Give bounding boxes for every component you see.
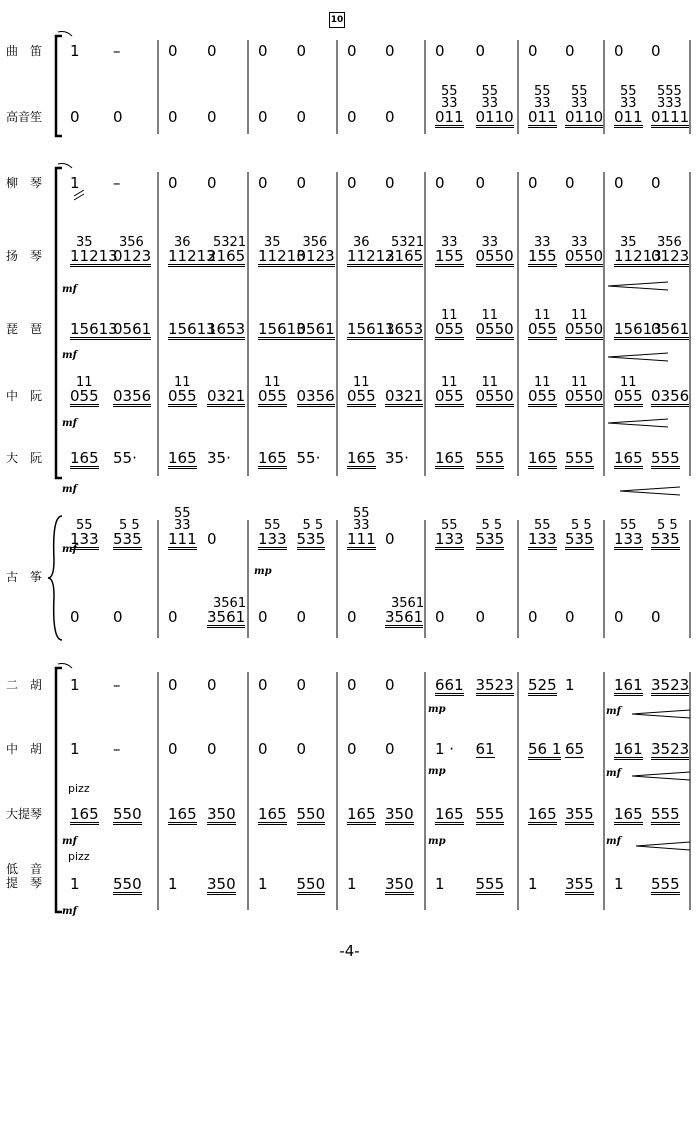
crescendo-hairpin [608,282,668,290]
note-erhu-11: 1 [565,676,575,694]
note-qudi-6: 0 [347,42,357,60]
note-guzheng_bottom-5: 0 [296,608,307,626]
note-liuqin-12: 0 [614,174,624,192]
note-guzheng_top-11: 535 [565,530,594,548]
note-guzheng_top-2: 111 [168,530,197,548]
note-zhongruan-1: 0356 [113,387,152,405]
note-zhonghu-7: 0 [385,740,395,758]
note-gaoyinsheng-2: 0 [168,108,178,126]
note-zhongruan-6: 055 [347,387,376,405]
note-guzheng_top-8: 133 [435,530,464,548]
note-yangqin-10: 155 [528,247,557,265]
note-zhonghu-6: 0 [347,740,357,758]
chord-yangqin_upper-1: 356 [119,235,144,250]
dynamic-diyintiqin: mf [62,906,77,917]
chord-guzheng_bottom_upper-7: 3561 [391,596,425,611]
chord-guzheng_top_upper-4: 55 [264,518,281,533]
note-diyintiqin-1: 550 [113,875,142,893]
instrument-label-yangqin: 扬 琴 [6,249,43,263]
note-datiqin-4: 165 [258,805,287,823]
note-datiqin-0: 165 [70,805,99,823]
note-daruan-5: 55· [296,449,321,467]
note-pipa-9: 0550 [475,320,514,338]
chord-guzheng_top_upper-6: 55 33 [353,506,370,533]
note-gaoyinsheng-12: 011 [614,108,643,126]
chord-yangqin_upper-6: 36 [353,235,370,250]
note-erhu-8: 661 [435,676,464,694]
dynamic-daruan: mf [62,484,77,495]
chord-pipa_upper-2: 11 [534,308,551,323]
note-liuqin-4: 0 [258,174,268,192]
note-zhongruan-9: 0550 [475,387,514,405]
note-guzheng_bottom-10: 0 [528,608,538,626]
dynamic-erhu-2: mf [606,706,621,717]
chord-gaoyinsheng_upper-3: 55 33 [571,84,588,111]
chord-yangqin_upper-5: 356 [302,235,328,250]
note-yangqin-5: 0123 [296,247,335,265]
instrument-label-liuqin: 柳 琴 [6,176,43,190]
note-gaoyinsheng-6: 0 [347,108,357,126]
note-guzheng_bottom-11: 0 [565,608,575,626]
note-zhongruan-11: 0550 [565,387,604,405]
note-datiqin-5: 550 [296,805,326,823]
note-guzheng_bottom-12: 0 [614,608,624,626]
note-qudi-8: 0 [435,42,445,60]
note-zhonghu-4: 0 [258,740,268,758]
note-diyintiqin-3: 350 [207,875,236,893]
note-daruan-0: 165 [70,449,99,467]
note-diyintiqin-13: 555 [651,875,680,893]
note-pipa-11: 0550 [565,320,604,338]
note-datiqin-7: 350 [385,805,414,823]
chord-guzheng_top_upper-5: 5 5 [302,518,324,533]
chord-gaoyinsheng_upper-2: 55 33 [534,84,551,111]
note-datiqin-3: 350 [207,805,236,823]
crescendo-hairpin [636,842,690,850]
dynamic-zhongruan: mf [62,418,77,429]
pizz-diyintiqin: pizz [68,850,90,863]
note-gaoyinsheng-7: 0 [385,108,395,126]
chord-zhongruan_upper-7: 11 [571,375,588,390]
note-daruan-1: 55· [113,449,137,467]
chord-zhongruan_upper-5: 11 [481,375,499,390]
note-diyintiqin-10: 1 [528,875,538,893]
note-daruan-13: 555 [651,449,680,467]
note-datiqin-1: 550 [113,805,142,823]
note-erhu-7: 0 [385,676,395,694]
note-gaoyinsheng-4: 0 [258,108,268,126]
note-liuqin-5: 0 [296,174,307,192]
note-daruan-7: 35· [385,449,409,467]
note-pipa-7: 1653 [385,320,424,338]
chord-zhongruan_upper-6: 11 [534,375,551,390]
note-zhongruan-3: 0321 [207,387,246,405]
dynamic-zhonghu-2: mf [606,768,621,779]
note-erhu-0: 1 [70,676,80,694]
note-zhonghu-1: – [113,740,121,758]
note-gaoyinsheng-1: 0 [113,108,123,126]
note-erhu-13: 3523 [651,676,690,694]
note-daruan-3: 35· [207,449,231,467]
note-liuqin-6: 0 [347,174,357,192]
note-yangqin-7: 2165 [385,247,424,265]
note-liuqin-7: 0 [385,174,395,192]
note-guzheng_top-10: 133 [528,530,557,548]
note-yangqin-1: 0123 [113,247,152,265]
chord-yangqin_upper-2: 36 [174,235,191,250]
instrument-label-erhu: 二 胡 [6,678,43,692]
note-pipa-13: 0561 [651,320,690,338]
note-zhongruan-10: 055 [528,387,557,405]
note-guzheng_bottom-6: 0 [347,608,357,626]
dynamic-guzheng-2: mp [254,566,272,577]
note-gaoyinsheng-10: 011 [528,108,557,126]
note-guzheng_top-9: 535 [475,530,505,548]
note-datiqin-6: 165 [347,805,376,823]
instrument-label-pipa: 琵 琶 [6,322,43,336]
chord-zhongruan_upper-2: 11 [264,375,281,390]
note-liuqin-1: – [113,174,121,192]
note-pipa-8: 055 [435,320,464,338]
dynamic-pipa: mf [62,350,77,361]
note-guzheng_bottom-1: 0 [113,608,123,626]
chord-pipa_upper-1: 11 [481,308,499,323]
note-guzheng_top-0: 133 [70,530,99,548]
note-yangqin-11: 0550 [565,247,604,265]
note-daruan-6: 165 [347,449,376,467]
note-gaoyinsheng-3: 0 [207,108,217,126]
note-zhonghu-9: 61 [475,740,495,758]
note-yangqin-12: 11213 [614,247,662,265]
instrument-label-diyintiqin: 低 音 提 琴 [6,862,43,890]
chord-gaoyinsheng_upper-0: 55 33 [441,84,458,111]
note-yangqin-0: 11213 [70,247,118,265]
note-liuqin-10: 0 [528,174,538,192]
note-datiqin-11: 355 [565,805,594,823]
dynamic-datiqin: mf [62,836,77,847]
note-qudi-0: 1 [70,42,80,60]
note-erhu-4: 0 [258,676,268,694]
note-guzheng_bottom-13: 0 [651,608,661,626]
note-guzheng_bottom-8: 0 [435,608,445,626]
note-liuqin-0: 1 [70,174,80,192]
note-qudi-5: 0 [296,42,307,60]
note-qudi-10: 0 [528,42,538,60]
note-diyintiqin-11: 355 [565,875,594,893]
note-qudi-11: 0 [565,42,575,60]
instrument-label-gaoyinsheng: 高音笙 [6,110,43,124]
page-number: -4- [339,942,360,960]
instrument-label-zhongruan: 中 阮 [6,389,43,403]
chord-yangqin_upper-11: 33 [571,235,588,250]
note-diyintiqin-7: 350 [385,875,414,893]
note-pipa-2: 15613 [168,320,216,338]
instrument-label-daruan: 大 阮 [6,451,43,465]
chord-yangqin_upper-12: 35 [620,235,637,250]
instrument-label-datiqin: 大提琴 [6,807,43,821]
note-datiqin-13: 555 [651,805,680,823]
note-daruan-2: 165 [168,449,197,467]
note-guzheng_top-13: 535 [651,530,680,548]
dynamic-guzheng: mf [62,544,77,555]
note-datiqin-2: 165 [168,805,197,823]
note-zhongruan-13: 0356 [651,387,690,405]
instrument-label-zhonghu: 中 胡 [6,742,43,756]
note-gaoyinsheng-8: 011 [435,108,464,126]
note-yangqin-4: 11213 [258,247,306,265]
chord-yangqin_upper-7: 5321 [391,235,425,250]
note-pipa-10: 055 [528,320,557,338]
note-yangqin-3: 2165 [207,247,246,265]
note-qudi-9: 0 [475,42,486,60]
note-guzheng_bottom-0: 0 [70,608,80,626]
chord-guzheng_top_upper-9: 5 5 [481,518,503,533]
note-erhu-10: 525 [528,676,557,694]
note-pipa-4: 15613 [258,320,306,338]
note-qudi-2: 0 [168,42,178,60]
group-bracket-strings [56,668,62,912]
note-qudi-13: 0 [651,42,661,60]
note-liuqin-13: 0 [651,174,661,192]
note-gaoyinsheng-11: 0110 [565,108,604,126]
note-guzheng_top-1: 535 [113,530,142,548]
note-qudi-3: 0 [207,42,217,60]
note-diyintiqin-5: 550 [296,875,326,893]
chord-guzheng_top_upper-13: 5 5 [657,518,678,533]
note-liuqin-2: 0 [168,174,178,192]
chord-gaoyinsheng_upper-5: 555 333 [657,84,682,111]
note-daruan-8: 165 [435,449,464,467]
note-daruan-11: 555 [565,449,594,467]
chord-yangqin_upper-13: 356 [657,235,682,250]
note-zhonghu-13: 3523 [651,740,690,758]
note-guzheng_bottom-9: 0 [475,608,486,626]
note-erhu-5: 0 [296,676,307,694]
note-daruan-12: 165 [614,449,643,467]
dynamic-yangqin: mf [62,284,77,295]
note-liuqin-8: 0 [435,174,445,192]
note-datiqin-10: 165 [528,805,557,823]
group-bracket-plucked [56,168,62,478]
note-yangqin-6: 11213 [347,247,395,265]
dynamic-datiqin-3: mf [606,836,621,847]
crescendo-hairpin [632,710,690,718]
note-pipa-3: 1653 [207,320,246,338]
dynamic-erhu: mp [428,704,446,715]
note-daruan-9: 555 [475,449,505,467]
note-zhonghu-11: 65 [565,740,585,758]
chord-guzheng_bottom_upper-3: 3561 [213,596,247,611]
note-zhonghu-10: 56 1 [528,740,562,758]
note-diyintiqin-2: 1 [168,875,178,893]
note-qudi-4: 0 [258,42,268,60]
note-liuqin-3: 0 [207,174,217,192]
note-erhu-6: 0 [347,676,357,694]
note-diyintiqin-4: 1 [258,875,268,893]
chord-guzheng_top_upper-1: 5 5 [119,518,140,533]
note-guzheng_bottom-4: 0 [258,608,268,626]
note-erhu-1: – [113,676,121,694]
note-erhu-2: 0 [168,676,178,694]
note-zhongruan-5: 0356 [296,387,335,405]
instrument-label-guzheng: 古 筝 [6,570,43,584]
chord-zhongruan_upper-3: 11 [353,375,370,390]
note-zhonghu-2: 0 [168,740,178,758]
note-zhonghu-12: 161 [614,740,643,758]
crescendo-hairpin [608,353,668,361]
note-erhu-3: 0 [207,676,217,694]
note-diyintiqin-8: 1 [435,875,445,893]
note-datiqin-9: 555 [475,805,505,823]
chord-zhongruan_upper-8: 11 [620,375,637,390]
chord-pipa_upper-3: 11 [571,308,588,323]
dynamic-datiqin-2: mp [428,836,446,847]
note-zhongruan-8: 055 [435,387,464,405]
crescendo-hairpin [608,419,668,427]
chord-yangqin_upper-4: 35 [264,235,281,250]
note-guzheng_bottom-7: 3561 [385,608,424,626]
note-diyintiqin-0: 1 [70,875,80,893]
note-pipa-5: 0561 [296,320,335,338]
chord-yangqin_upper-10: 33 [534,235,551,250]
chord-zhongruan_upper-1: 11 [174,375,191,390]
note-guzheng_top-4: 133 [258,530,287,548]
instrument-label-qudi: 曲 笛 [6,44,43,58]
chord-yangqin_upper-9: 33 [481,235,499,250]
note-diyintiqin-12: 1 [614,875,624,893]
note-datiqin-8: 165 [435,805,464,823]
note-datiqin-12: 165 [614,805,643,823]
note-guzheng_top-3: 0 [207,530,217,548]
note-diyintiqin-9: 555 [475,875,505,893]
pizz-datiqin: pizz [68,782,90,795]
rehearsal-mark: 10 [329,12,345,28]
chord-yangqin_upper-8: 33 [441,235,458,250]
guzheng-brace [48,516,62,640]
note-guzheng_bottom-2: 0 [168,608,178,626]
note-pipa-1: 0561 [113,320,152,338]
chord-guzheng_top_upper-2: 55 33 [174,506,191,533]
note-daruan-10: 165 [528,449,557,467]
note-zhonghu-5: 0 [296,740,307,758]
note-guzheng_bottom-3: 3561 [207,608,246,626]
note-gaoyinsheng-0: 0 [70,108,80,126]
chord-zhongruan_upper-0: 11 [76,375,93,390]
note-zhongruan-0: 055 [70,387,99,405]
note-zhongruan-2: 055 [168,387,197,405]
chord-guzheng_top_upper-10: 55 [534,518,551,533]
note-yangqin-13: 0123 [651,247,690,265]
note-diyintiqin-6: 1 [347,875,357,893]
chord-guzheng_top_upper-11: 5 5 [571,518,592,533]
note-guzheng_top-6: 111 [347,530,376,548]
chord-zhongruan_upper-4: 11 [441,375,458,390]
chord-guzheng_top_upper-8: 55 [441,518,458,533]
note-erhu-9: 3523 [475,676,514,694]
crescendo-hairpin [632,772,690,780]
note-pipa-0: 15613 [70,320,118,338]
note-zhonghu-0: 1 [70,740,80,758]
note-zhongruan-4: 055 [258,387,287,405]
note-gaoyinsheng-9: 0110 [475,108,514,126]
note-guzheng_top-7: 0 [385,530,395,548]
note-qudi-7: 0 [385,42,395,60]
crescendo-hairpin [620,487,680,495]
group-bracket-winds [56,36,62,136]
chord-gaoyinsheng_upper-1: 55 33 [481,84,499,111]
note-qudi-1: – [113,42,121,60]
chord-yangqin_upper-0: 35 [76,235,93,250]
note-zhonghu-8: 1 · [435,740,455,758]
note-gaoyinsheng-5: 0 [296,108,307,126]
note-gaoyinsheng-13: 0111 [651,108,690,126]
note-erhu-12: 161 [614,676,643,694]
note-pipa-6: 15613 [347,320,395,338]
note-daruan-4: 165 [258,449,287,467]
note-pipa-12: 15613 [614,320,662,338]
chord-guzheng_top_upper-12: 55 [620,518,637,533]
note-zhongruan-7: 0321 [385,387,424,405]
chord-gaoyinsheng_upper-4: 55 33 [620,84,637,111]
note-guzheng_top-5: 535 [296,530,326,548]
note-yangqin-2: 11213 [168,247,216,265]
note-qudi-12: 0 [614,42,624,60]
note-liuqin-9: 0 [475,174,486,192]
note-yangqin-8: 155 [435,247,464,265]
chord-yangqin_upper-3: 5321 [213,235,247,250]
dynamic-zhonghu: mp [428,766,446,777]
note-liuqin-11: 0 [565,174,575,192]
note-guzheng_top-12: 133 [614,530,643,548]
note-yangqin-9: 0550 [475,247,514,265]
chord-guzheng_top_upper-0: 55 [76,518,93,533]
note-zhonghu-3: 0 [207,740,217,758]
chord-pipa_upper-0: 11 [441,308,458,323]
note-zhongruan-12: 055 [614,387,643,405]
